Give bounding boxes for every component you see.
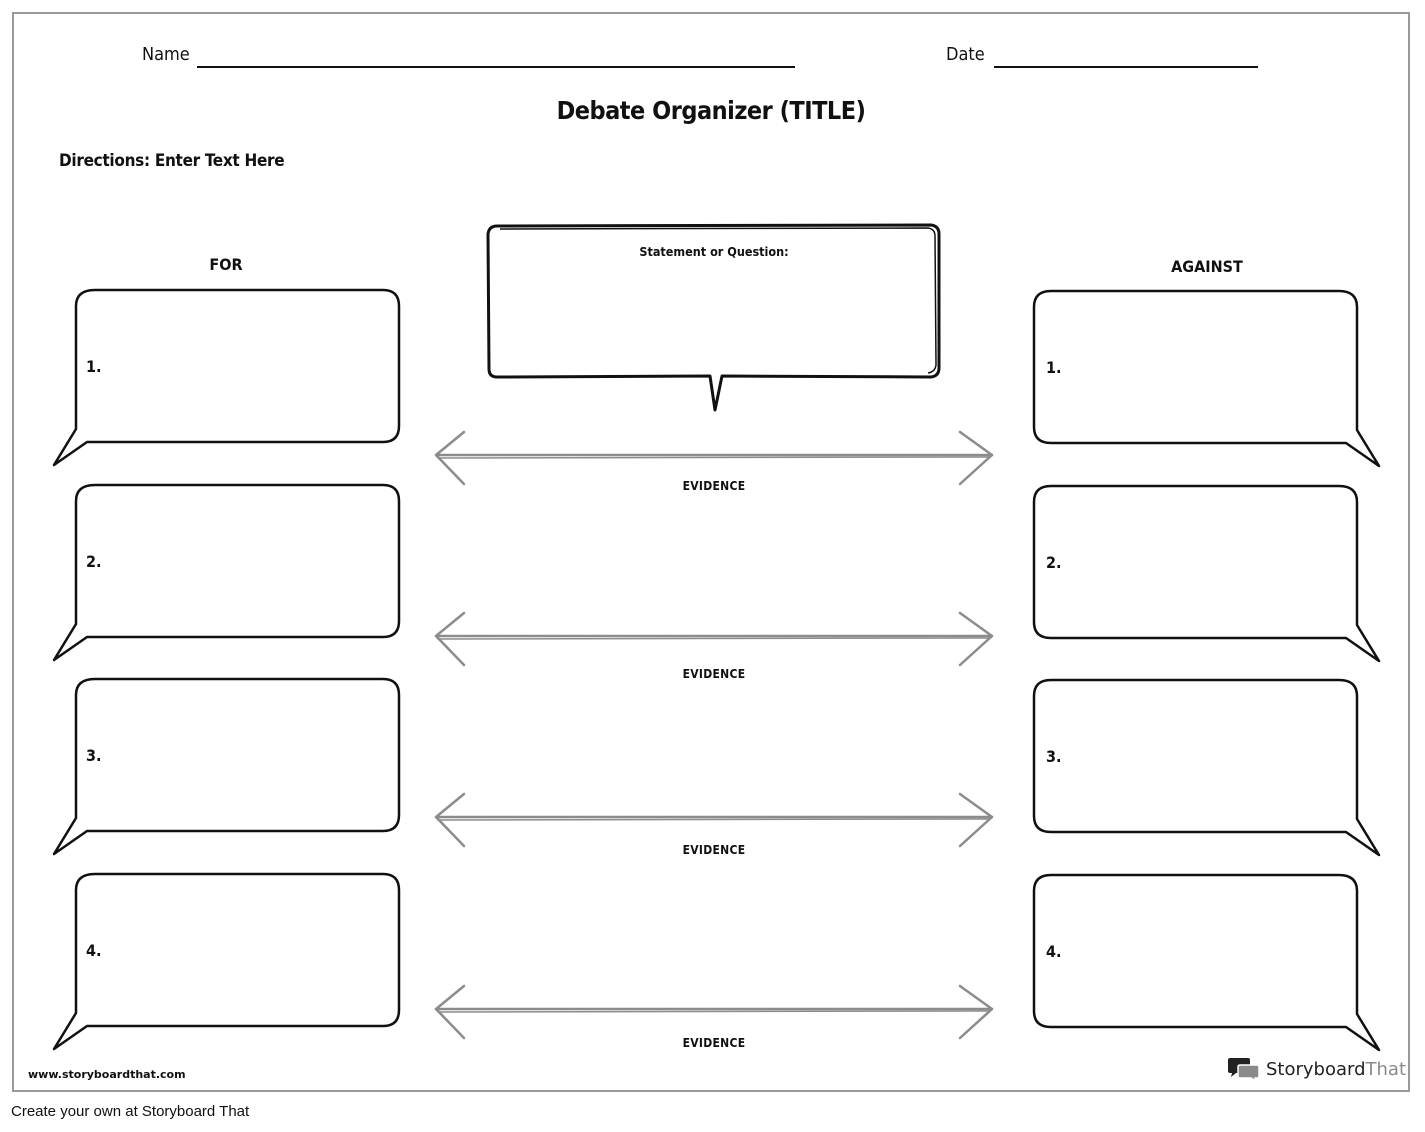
for-bubbles: [54, 290, 399, 1049]
for-bubble-4: [54, 874, 399, 1049]
evidence-label: EVIDENCE: [682, 479, 746, 493]
name-label: Name: [142, 44, 190, 65]
against-item-number: 4.: [1046, 942, 1062, 961]
for-item-number: 2.: [86, 552, 102, 571]
evidence-arrow-4: [436, 986, 992, 1038]
for-bubble-3: [54, 679, 399, 854]
for-bubble-2: [54, 485, 399, 660]
evidence-label: EVIDENCE: [682, 1036, 746, 1050]
against-bubble-2: [1034, 486, 1379, 661]
against-item-number: 1.: [1046, 358, 1062, 377]
evidence-arrow-2: [436, 613, 992, 665]
worksheet-drawing: [14, 14, 1412, 1094]
statement-label: Statement or Question:: [639, 244, 789, 259]
speech-bubbles-icon: [1228, 1056, 1260, 1082]
against-item-number: 2.: [1046, 553, 1062, 572]
create-your-own-link[interactable]: Create your own at Storyboard That: [11, 1103, 250, 1120]
brand-name: StoryboardThat: [1266, 1058, 1407, 1080]
for-bubble-1: [54, 290, 399, 465]
against-bubbles: [1034, 291, 1379, 1050]
evidence-arrows: [436, 432, 992, 1038]
against-bubble-4: [1034, 875, 1379, 1050]
directions-text: Directions: Enter Text Here: [59, 151, 285, 171]
for-item-number: 4.: [86, 941, 102, 960]
date-label: Date: [946, 44, 985, 65]
evidence-label: EVIDENCE: [682, 667, 746, 681]
date-field-line[interactable]: [994, 66, 1258, 68]
for-item-number: 3.: [86, 746, 102, 765]
against-bubble-3: [1034, 680, 1379, 855]
for-column-heading: FOR: [209, 255, 243, 274]
against-column-heading: AGAINST: [1171, 257, 1243, 276]
for-item-number: 1.: [86, 357, 102, 376]
evidence-arrow-3: [436, 794, 992, 846]
against-bubble-1: [1034, 291, 1379, 466]
name-field-line[interactable]: [197, 66, 795, 68]
against-item-number: 3.: [1046, 747, 1062, 766]
storyboardthat-logo: [1228, 1056, 1406, 1082]
worksheet-sheet: [12, 12, 1410, 1092]
footer-url: www.storyboardthat.com: [28, 1068, 186, 1081]
evidence-arrow-1: [436, 432, 992, 484]
evidence-label: EVIDENCE: [682, 843, 746, 857]
page-title: Debate Organizer (TITLE): [556, 96, 866, 125]
